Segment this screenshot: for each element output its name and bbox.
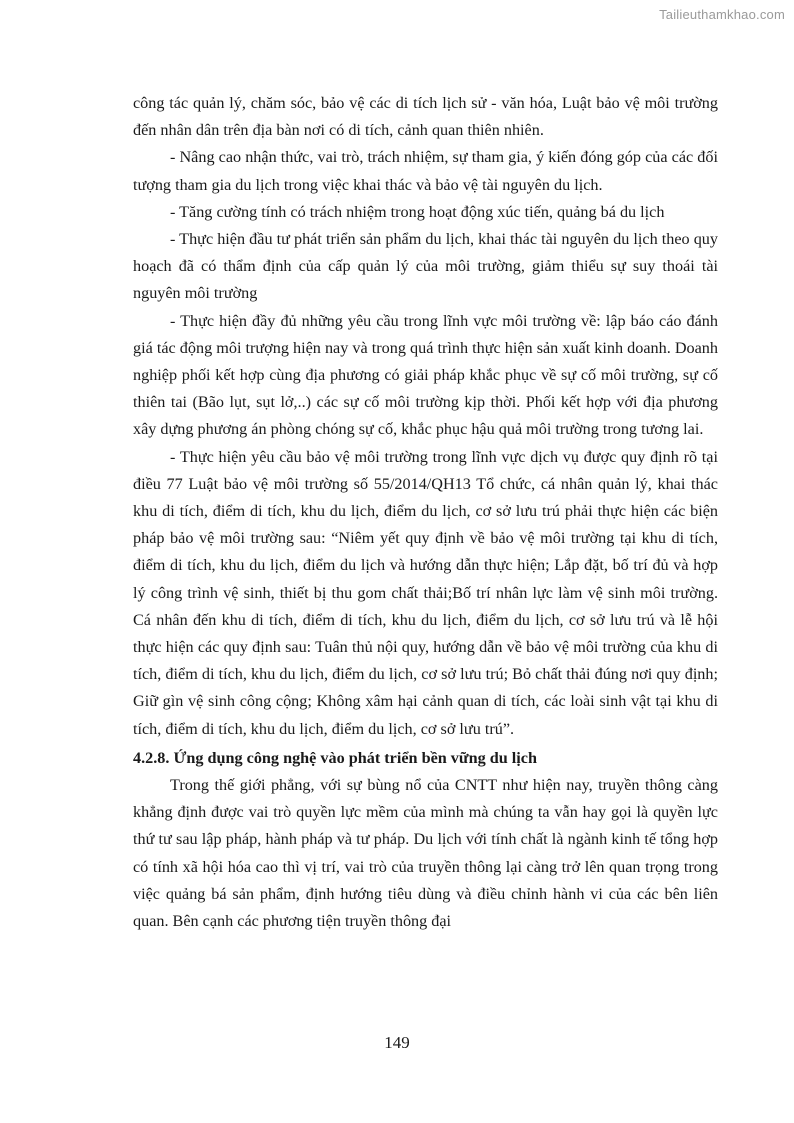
section-heading: 4.2.8. Ứng dụng công nghệ vào phát triển bền vững du lịch	[133, 748, 537, 767]
bullet-paragraph-promotion: - Tăng cường tính có trách nhiệm trong hoạt động xúc tiến, quảng bá du lịch	[170, 202, 665, 221]
paragraph-continuation: công tác quản lý, chăm sóc, bảo vệ các di tích lịch sử - văn hóa, Luật bảo vệ môi trường đến nhân dân trên địa bàn nơi có di tích, cảnh quan thiên nhiên.	[133, 94, 718, 140]
bullet-paragraph-investment: - Thực hiện đầu tư phát triển sản phẩm du lịch, khai thác tài nguyên du lịch theo quy hoạch đã có thẩm định của cấp quản lý của môi trường, giảm thiểu sự suy thoái tài nguyên môi trường	[133, 230, 718, 303]
bullet-paragraph-awareness: - Nâng cao nhận thức, vai trò, trách nhiệm, sự tham gia, ý kiến đóng góp của các đối tượng tham gia du lịch trong việc khai thác và bảo vệ tài nguyên du lịch.	[133, 148, 718, 194]
bullet-paragraph-service-regulations: - Thực hiện yêu cầu bảo vệ môi trường trong lĩnh vực dịch vụ được quy định rõ tại điều 77 Luật bảo vệ môi trường số 55/2014/QH13 Tổ chức, cá nhân quản lý, khai thác khu di tích, điểm di tích, khu du lịch, điểm du lịch, cơ sở lưu trú phải thực hiện các biện pháp bảo vệ môi trường sau: “Niêm yết quy định về bảo vệ môi trường tại khu di tích, điểm di tích, khu du lịch, điểm du lịch và hướng dẫn thực hiện; Lắp đặt, bố trí đủ và hợp lý công trình vệ sinh, thiết bị thu gom chất thải;Bố trí nhân lực làm vệ sinh môi trường. Cá nhân đến khu di tích, điểm di tích, khu du lịch, điểm du lịch, cơ sở lưu trú và lễ hội thực hiện các quy định sau: Tuân thủ nội quy, hướng dẫn về bảo vệ môi trường của khu di tích, điểm di tích, khu du lịch, điểm du lịch, cơ sở lưu trú; Bỏ chất thải đúng nơi quy định; Giữ gìn vệ sinh công cộng; Không xâm hại cảnh quan di tích, các loài sinh vật tại khu di tích, điểm di tích, khu du lịch, điểm du lịch, cơ sở lưu trú”.	[133, 447, 718, 738]
watermark: Tailieuthamkhao.com	[659, 7, 785, 22]
page-number: 149	[384, 1033, 410, 1052]
section-paragraph: Trong thế giới phẳng, với sự bùng nổ của CNTT như hiện nay, truyền thông càng khẳng định được vai trò quyền lực mềm của mình mà chúng ta vẫn hay gọi là quyền lực thứ tư sau lập pháp, hành pháp và tư pháp. Du lịch với tính chất là ngành kinh tế tổng hợp có tính xã hội hóa cao thì vị trí, vai trò của truyền thông lại càng trở lên quan trọng trong việc quảng bá sản phẩm, định hướng tiêu dùng và điều chỉnh hành vi của các bên liên quan. Bên cạnh các phương tiện truyền thông đại	[133, 776, 718, 931]
page-body	[133, 90, 718, 935]
bullet-paragraph-environment-requirements: - Thực hiện đầy đủ những yêu cầu trong lĩnh vực môi trường về: lập báo cáo đánh giá tác động môi trượng hiện nay và trong quá trình thực hiện sản xuất kinh doanh. Doanh nghiệp phối kết hợp cùng địa phương có giải pháp khắc phục về sự cố môi trường, sự cố thiên tai (Bão lụt, sụt lở,..) các sự cố môi trường kịp thời. Phối kết hợp với địa phương xây dựng phương án phòng chóng sự cố, khắc phục hậu quả môi trường trong tương lai.	[133, 311, 718, 439]
